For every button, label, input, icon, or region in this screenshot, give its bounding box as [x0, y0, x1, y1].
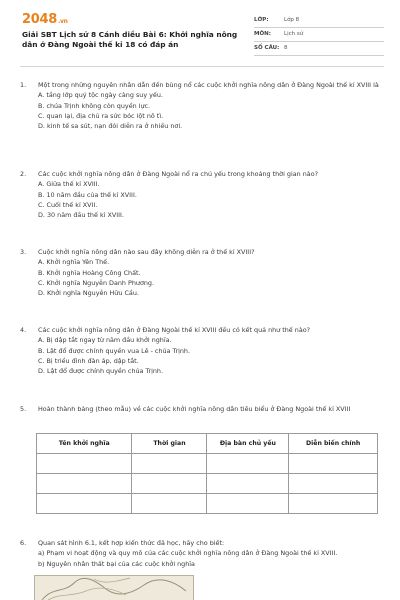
- logo-suffix: .vn: [57, 18, 68, 25]
- site-logo[interactable]: [22, 12, 68, 27]
- answer-option: C. Cuối thế kỉ XVII.: [38, 200, 98, 209]
- meta-subject-value: Lịch sử: [284, 31, 304, 37]
- question-number: 2.: [20, 170, 27, 178]
- question-4: [20, 325, 380, 376]
- question-number: 4.: [20, 326, 27, 334]
- meta-divider: [254, 27, 384, 28]
- table-cell[interactable]: [289, 474, 378, 494]
- answer-option: C. Bị triều đình đàn áp, dập tắt.: [38, 356, 139, 365]
- answer-option: B. 10 năm đầu của thế kỉ XVIII.: [38, 190, 137, 199]
- table-cell[interactable]: [289, 454, 378, 474]
- answer-option: A. Giữa thế kỉ XVIII.: [38, 180, 100, 189]
- answer-option: D. Lật đổ được chính quyền chúa Trịnh.: [38, 367, 163, 376]
- answer-option: A. Khởi nghĩa Yên Thế.: [38, 258, 110, 267]
- answer-option: C. Khởi nghĩa Nguyễn Danh Phương.: [38, 278, 155, 287]
- table-header-cell: Tên khởi nghĩa: [37, 434, 132, 454]
- logo-text: 2048: [22, 12, 57, 27]
- answer-option: a) Phạm vi hoạt động và quy mô của các cuộc khởi nghĩa nông dân ở Đàng Ngoài thế kỉ XVIII.: [38, 549, 338, 558]
- table-cell[interactable]: [289, 494, 378, 514]
- answer-option: A. tầng lớp quý tộc ngày càng suy yếu.: [38, 91, 163, 100]
- answer-option: A. Bị dập tắt ngay từ năm đầu khởi nghĩa.: [38, 336, 172, 345]
- table-cell[interactable]: [37, 474, 132, 494]
- answer-option: D. 30 năm đầu thế kỉ XVIII.: [38, 211, 124, 220]
- question-number: 6.: [20, 539, 27, 547]
- table-row: [37, 474, 378, 494]
- table-row: [37, 494, 378, 514]
- question-number: 1.: [20, 81, 27, 89]
- meta-count-key: SỐ CÂU:: [254, 45, 280, 51]
- question-6: [20, 538, 380, 569]
- table-cell[interactable]: [37, 494, 132, 514]
- table-cell[interactable]: [132, 474, 207, 494]
- header-divider: [20, 66, 384, 67]
- page-header: [0, 0, 400, 66]
- table-cell[interactable]: [37, 454, 132, 474]
- answer-option: C. quan lại, địa chủ ra sức bóc lột nô tì.: [38, 111, 164, 120]
- table-cell[interactable]: [207, 454, 289, 474]
- meta-subject: [254, 30, 384, 40]
- question-stem: Một trong những nguyên nhân dẫn đến bùng nổ các cuộc khởi nghĩa nông dân ở Đàng Ngoài thế kỉ XVIII là: [38, 81, 379, 89]
- meta-divider: [254, 41, 384, 42]
- answer-option: B. chúa Trịnh không còn quyền lực.: [38, 101, 151, 110]
- question-stem: Các cuộc khởi nghĩa nông dân ở Đàng Ngoài thế kỉ XVIII đều có kết quả như thế nào?: [38, 326, 311, 334]
- question-5: [20, 404, 380, 414]
- question-2: [20, 169, 380, 220]
- question-3: [20, 247, 380, 298]
- table-header-cell: Địa bàn chủ yếu: [207, 434, 289, 454]
- table-header-cell: Thời gian: [132, 434, 207, 454]
- answer-option: b) Nguyên nhân thất bại của các cuộc khởi nghĩa: [38, 559, 195, 568]
- page-title: Giải SBT Lịch sử 8 Cánh diều Bài 6: Khởi nghĩa nông dân ở Đàng Ngoài thế kỉ 18 có đáp án: [22, 30, 238, 49]
- table-row: [37, 454, 378, 474]
- question-stem: Hoàn thành bảng (theo mẫu) về các cuộc khởi nghĩa nông dân tiêu biểu ở Đàng Ngoài thế kỉ XVIII: [38, 405, 351, 413]
- table-cell[interactable]: [132, 454, 207, 474]
- meta-grade: [254, 16, 384, 26]
- question-number: 3.: [20, 248, 27, 256]
- map-figure: [34, 575, 194, 600]
- question-1: [20, 80, 380, 131]
- meta-count: [254, 44, 384, 54]
- answer-option: B. Khởi nghĩa Hoàng Công Chất.: [38, 268, 141, 277]
- meta-grade-key: LỚP:: [254, 17, 269, 23]
- answer-option: D. Khởi nghĩa Nguyễn Hữu Cầu.: [38, 289, 139, 298]
- question-stem: Cuộc khởi nghĩa nông dân nào sau đây không diễn ra ở thế kỉ XVIII?: [38, 248, 255, 256]
- meta-divider: [254, 55, 384, 56]
- question-number: 5.: [20, 405, 27, 413]
- table-cell[interactable]: [132, 494, 207, 514]
- question-stem: Các cuộc khởi nghĩa nông dân ở Đàng Ngoài nổ ra chủ yếu trong khoảng thời gian nào?: [38, 170, 318, 178]
- meta-subject-key: MÔN:: [254, 31, 271, 37]
- table-header-cell: Diễn biến chính: [289, 434, 378, 454]
- answer-option: D. kinh tế sa sút, nạn đói diễn ra ở nhiều nơi.: [38, 122, 183, 131]
- table-cell[interactable]: [207, 494, 289, 514]
- meta-grade-value: Lớp 8: [284, 17, 300, 23]
- meta-count-value: 8: [284, 45, 288, 51]
- question-stem: Quan sát hình 6.1, kết hợp kiến thức đã học, hãy cho biết:: [38, 539, 225, 547]
- table-cell[interactable]: [207, 474, 289, 494]
- table-header-row: [37, 434, 378, 454]
- answer-table: [36, 433, 378, 514]
- answer-option: B. Lật đổ được chính quyền vua Lê - chúa Trịnh.: [38, 346, 190, 355]
